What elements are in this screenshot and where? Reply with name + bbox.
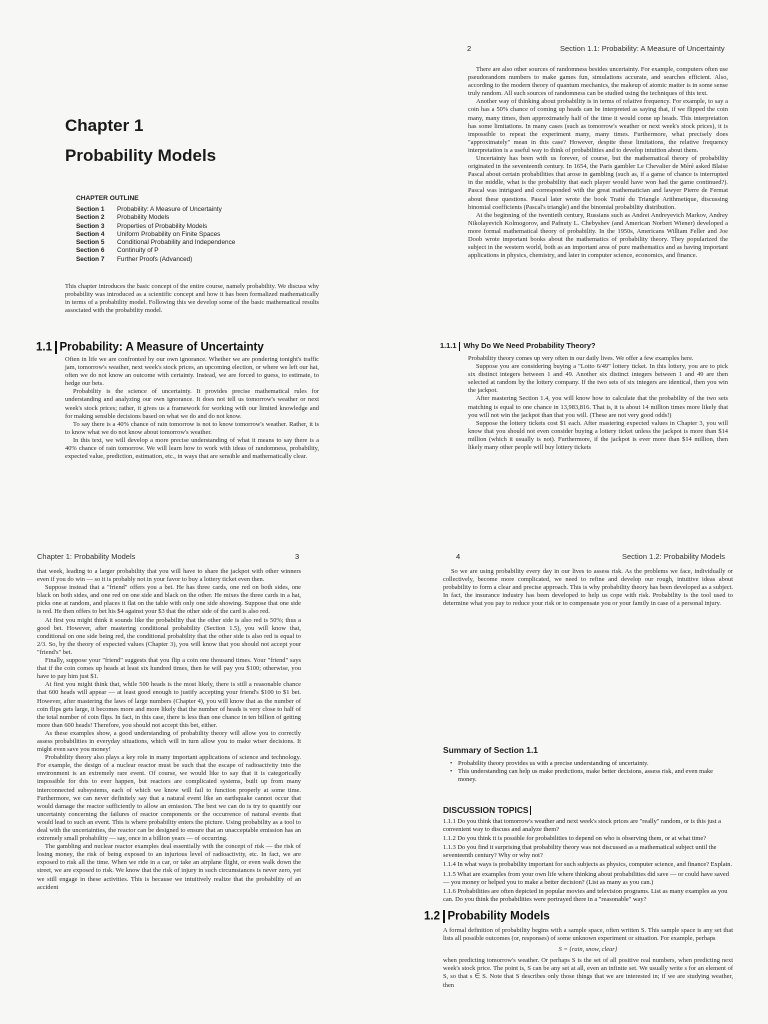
paragraph: Finally, suppose your "friend" suggests that you flip a coin one thousand times. Your "friend" says that if the coin comes up heads at least six hundred times, then he will pay you $100; otherwise, you have to pay him just $1. (37, 657, 301, 681)
summary-text: This understanding can help us make predictions, make better decisions, assess risk, and even make money. (458, 768, 714, 784)
chapter-title: Probability Models (65, 146, 217, 165)
outline-row (76, 223, 235, 231)
paragraph: At the beginning of the twentieth century, Russians such as Andrei Andreyevich Markov, Andrey Nikolayevich Kolmogorov, and Pafnuty L. Chebyshev (and American Norbert Wiener) developed a more formal mathematical theory of probability. In the 1950s, Americans William Feller and Joe Doob wrote important books about the mathematics of probability theory. They popularized the subject in the western world, both as an important area of pure mathematics and as having important applications in physics, chemistry, and later in computer science, economics, and finance. (468, 211, 728, 260)
outline-title-text: Continuity of P (117, 247, 159, 255)
heading-bar (459, 342, 460, 351)
paragraph: After mastering Section 1.4, you will know how to calculate that the probability of the two sets matching is equal to one chance in 13,983,816. That is, it is about 14 million times more likely that you will not win the jackpot than that you will. (These are not very good odds!) (468, 395, 728, 419)
outline-title-text: Uniform Probability on Finite Spaces (117, 230, 221, 238)
outline-title-text: Probability Models (117, 214, 170, 222)
question: 1.1.3 Do you find it surprising that probability theory was not discussed as a mathematical subject until the seventeenth century? Why or why not? (443, 844, 717, 860)
question: 1.1.1 Do you think that tomorrow's weather and next week's stock prices are "really" random, or is this just a convenient way to discuss and analyze them? (443, 818, 721, 834)
paragraph: So we are using probability every day in our lives to assess risk. As the problems we face, individually or collectively, become more complicated, we need to refine and develop our rough, intuitive ideas about probability to form a clear and precise approach. This is why probability theory has been developed as a subject. In fact, the insurance industry has been developed to help us cope with risk. Probability is the tool used to determine what you pay to reduce your risk or to compensate you or your family in case of a personal injury. (443, 568, 733, 608)
outline-row (76, 231, 235, 239)
summary-item (450, 768, 730, 784)
outline-section: Section 5 (76, 239, 105, 247)
paragraph: A formal definition of probability begins with a sample space, often written S. This sample space is any set that lists all possible outcomes (or, responses) of some unknown experiment or situation. For example, perhaps (443, 927, 733, 943)
page-body (443, 568, 733, 608)
paragraph: Another way of thinking about probability is in terms of relative frequency. For example, to say a coin has a 50% chance of coming up heads can be interpreted as saying that, if we flipped the coin many, many times, then approximately half of the time it would come up heads. This interpretation has some limitations. In many cases (such as tomorrow's weather or next week's stock prices), it is impossible to repeat the experiment many, many times. Furthermore, what precisely does "approximately" mean in this case? However, despite these limitations, the relative frequency interpretation is a useful way to think of probabilities and to develop intuition about them. (468, 98, 728, 154)
outline-row (76, 206, 235, 214)
section-heading (424, 910, 550, 923)
bullet-icon: • (450, 768, 453, 776)
paragraph: Probability theory also plays a key role in many important applications of science and technology. For example, the design of a nuclear reactor must be such that the escape of radioactivity into the environment is an extremely rare event. Of course, we would like to say that it is categorically impossible for this to ever happen, but reactors are complicated systems, built up from many interconnected subsystems, each of which we know will fail to function properly at some time. Furthermore, we can never definitely say that a natural event like an earthquake cannot occur that would damage the reactor sufficiently to allow an emission. The best we can do is try to quantify our uncertainty concerning the failures of reactor components or the occurrence of natural events that would lead to such an event. This is where probability enters the picture. Using probability as a tool to deal with the uncertainties, the reactor can be designed to ensure that an unacceptable emission has an extremely small probability — say, once in a billion years — of occurring. (37, 754, 301, 843)
chapter-intro (65, 283, 319, 315)
paragraph: In this text, we will develop a more precise understanding of what it means to say there is a 40% chance of rain tomorrow. We will learn how to work with ideas of randomness, probability, expected value, prediction, estimation, etc., in ways that are sensible and mathematically clear. (65, 436, 319, 461)
section-title: Probability: A Measure of Uncertainty (59, 341, 264, 354)
summary-item (450, 760, 730, 768)
paragraph: At first you might think that, while 500 heads is the most likely, there is still a reasonable chance that 600 heads will appear — at least good enough to justify accepting your friend's $100 to $1 bet. However, after mastering the laws of large numbers (Chapter 4), you will know that as the number of coin flips gets large, it becomes more and more likely that the number of heads is very close to half of the total number of coin flips. In fact, in this case, there is less than one chance in ten billion of getting more than 600 heads! Therefore, you should not accept this bet, either. (37, 681, 301, 729)
paragraph: Uncertainty has been with us forever, of course, but the mathematical theory of probability originated in the seventeenth century. In 1654, the Paris gambler Le Chevalier de Méré asked Blaise Pascal about certain probabilities that arose in gambling (such as, if a game of chance is interrupted in the middle, what is the probability that each player would have won had the game continued?). Pascal was intrigued and corresponded with the great mathematician and lawyer Pierre de Fermat about these questions. Pascal later wrote the book Traité du Triangle Arithmetique, discussing binomial coefficients (Pascal's triangle) and the binomial probability distribution. (468, 155, 728, 211)
question: 1.1.5 What are examples from your own life where thinking about probabilities did save — or could have saved — you money or helped you to make a better decision? (List as many as you can.) (443, 870, 729, 886)
paragraph: when predicting tomorrow's weather. Or perhaps S is the set of all positive real numbers, when predicting next week's stock price. The point is, S can be any set at all, even an infinite set. We usually write s for an element of S, so that s ∈ S. Note that S describes only those things that we are interested in; if we are studying weather, then (443, 957, 733, 989)
outline-section: Section 1 (76, 206, 105, 213)
outline-section: Section 6 (76, 247, 105, 255)
page-3 (0, 512, 384, 1024)
outline-title-text: Probability: A Measure of Uncertainty (117, 206, 222, 213)
outline-title-text: Conditional Probability and Independence (117, 239, 236, 247)
heading-bar (443, 910, 445, 923)
equation: S = {rain, snow, clear} (558, 946, 618, 954)
section-body (443, 927, 733, 990)
page-body (468, 66, 728, 260)
outline-title-text: Properties of Probability Models (117, 222, 208, 230)
paragraph: The gambling and nuclear reactor examples deal essentially with the concept of risk — the risk of losing money, the risk of being exposed to an injurious level of radioactivity, etc. In fact, we are exposed to risk all the time. When we ride in a car, or take an airplane flight, or even walk down the street, we are exposed to risk. We know that the risk of injury in such circumstances is never zero, yet we still engage in these activities. This is because we intuitively realize that the probability of an accident (37, 843, 301, 891)
outline-row (76, 247, 235, 255)
section-title: Probability Models (447, 910, 550, 923)
paragraph: To say there is a 40% chance of rain tomorrow is not to know tomorrow's weather. Rather, it is to know what we do not know about tomorrow's weather. (65, 420, 319, 436)
bullet-icon: • (450, 760, 453, 767)
discussion-questions (443, 818, 733, 905)
intro-paragraph: This chapter introduces the basic concept of the entire course, namely probability. We discuss why probability was introduced as a scientific concept and how it has been formalized mathematically in terms of a probability model. Following this we develop some of the basic mathematical results associated with the probability model. (65, 283, 319, 315)
outline-section: Section 3 (76, 222, 105, 230)
subsection-heading (440, 341, 596, 351)
page-number: 2 (467, 44, 472, 53)
page-number: 4 (456, 552, 461, 561)
chapter-outline (76, 206, 235, 264)
question: 1.1.4 In what ways is probability important for such subjects as physics, computer science, and finance? Explain. (443, 861, 733, 869)
outline-row (76, 214, 235, 222)
heading-bar (55, 341, 57, 354)
paragraph: At first you might think it sounds like the probability that the other side is also red is 50%; thus a good bet. However, after mastering conditional probability (Section 1.5), you will know that, conditional on one side being red, the conditional probability that the other side is also red is equal to 2/3. So, by the theory of expected values (Chapter 3), you will know that you should not accept your "friend's" bet. (37, 616, 301, 656)
section-number: 1.1 (36, 341, 52, 354)
paragraph: Suppose you are considering buying a "Lotto 6/49" lottery ticket. In this lottery, you are to pick six distinct integers between 1 and 49. Another six distinct integers between 1 and 49 are then selected at random by the lottery company. If the two sets of six integers are identical, then you win the jackpot. (468, 363, 728, 395)
summary-title: Summary of Section 1.1 (443, 745, 538, 755)
outline-row (76, 256, 235, 264)
paragraph: Suppose instead that a "friend" offers you a bet. He has three cards, one red on both sides, one black on both sides, and one red on one side and black on the other. He mixes the three cards in a hat, picks one at random, and places it flat on the table with only one side showing. Suppose that one side is red. He then offers to bet his $4 against your $3 that the other side of the card is also red. (37, 584, 301, 616)
paragraph: There are also other sources of randomness besides uncertainty. For example, computers often use pseudorandom numbers to make games fun, simulations accurate, and searches efficient. Also, according to the modern theory of quantum mechanics, the makeup of atomic matter is in some sense truly random. All such sources of randomness can be studied using the techniques of this text. (468, 66, 728, 98)
outline-row (76, 239, 235, 247)
page-2 (384, 0, 768, 512)
chapter-label: Chapter 1 (65, 116, 144, 135)
section-heading (36, 341, 264, 354)
subsection-body (468, 355, 728, 452)
paragraph: Probability theory comes up very often in our daily lives. We offer a few examples here. (468, 355, 694, 362)
discussion-title (443, 805, 531, 815)
section-number: 1.2 (424, 910, 440, 923)
page-number: 3 (295, 552, 300, 561)
summary-text: Probability theory provides us with a precise understanding of uncertainty. (458, 760, 649, 767)
summary-list (450, 760, 730, 784)
outline-title-text: Further Proofs (Advanced) (117, 255, 193, 263)
outline-section: Section 4 (76, 230, 105, 238)
section-body (65, 356, 319, 461)
running-head: Section 1.1: Probability: A Measure of Uncertainty (560, 44, 725, 53)
running-head: Section 1.2: Probability Models (622, 552, 725, 561)
question: 1.1.2 Do you think it is possible for probabilities to depend on who is observing them, or at what time? (443, 835, 707, 843)
paragraph: Probability is the science of uncertainty. It provides precise mathematical rules for understanding and analyzing our own ignorance. It does not tell us tomorrow's weather or next week's stock prices; rather, it gives us a framework for working with our limited knowledge and for making sensible decisions based on what we do and do not know. (65, 388, 319, 420)
page-body (37, 568, 301, 892)
paragraph: Often in life we are confronted by our own ignorance. Whether we are pondering tonight's traffic jam, tomorrow's weather, next week's stock prices, an upcoming election, or where we left our hat, often we do not know an outcome with certainty. Instead, we are forced to guess, to estimate, to hedge our bets. (65, 356, 319, 388)
running-head: Chapter 1: Probability Models (37, 552, 136, 561)
paragraph: that week, leading to a larger probability that you will have to share the jackpot with other winners even if you do win — so it is probably not in your favor to buy a lottery ticket even then. (37, 568, 301, 584)
outline-title: CHAPTER OUTLINE (76, 195, 139, 202)
discussion-title-text: DISCUSSION TOPICS (443, 805, 529, 815)
subsection-title: Why Do We Need Probability Theory? (463, 341, 596, 350)
paragraph: Suppose the lottery tickets cost $1 each. After mastering expected values in Chapter 3, you will know that you should not even consider buying a lottery ticket unless the jackpot is more than $14 million (which it usually is not). Furthermore, if the jackpot is ever more than $14 million, then likely many other people will buy lottery tickets (468, 419, 728, 452)
paragraph: As these examples show, a good understanding of probability theory will allow you to correctly assess probabilities in everyday situations, which will in turn allow you to make wiser decisions. It might even save you money! (37, 729, 301, 754)
outline-section: Section 2 (76, 214, 105, 222)
outline-section: Section 7 (76, 255, 105, 263)
page-1 (0, 0, 384, 512)
subsection-number: 1.1.1 (440, 341, 457, 350)
heading-bar (530, 806, 531, 815)
question: 1.1.6 Probabilities are often depicted in popular movies and television programs. List as many examples as you can. Do you think the probabilities were portrayed there in a "reasonable" way? (443, 887, 728, 903)
